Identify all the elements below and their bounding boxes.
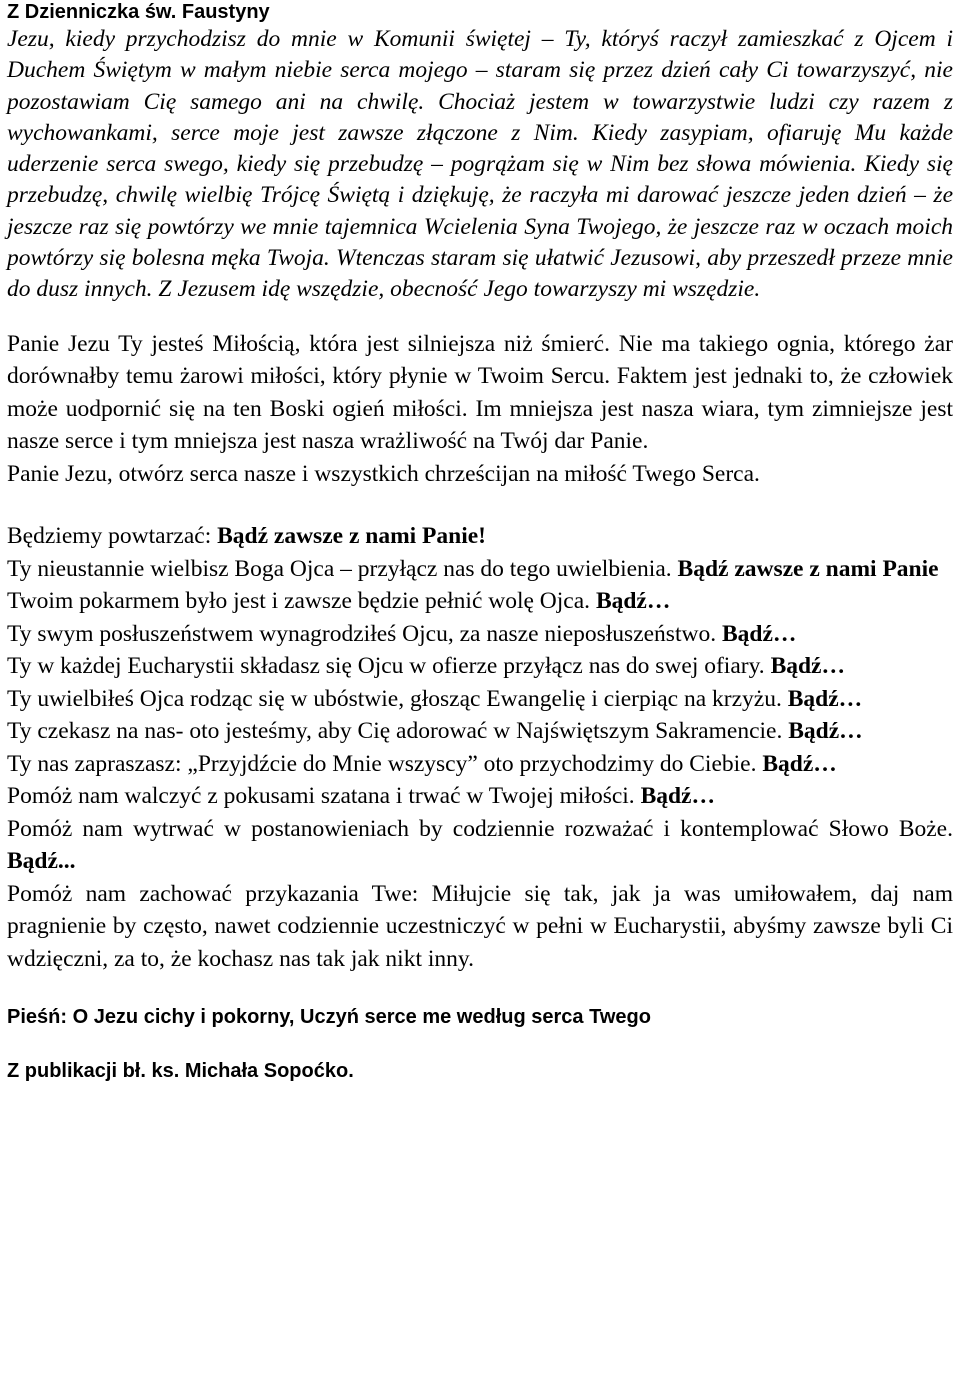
litany-item-text: Twoim pokarmem było jest i zawsze będzie pełnić wolę Ojca. — [7, 588, 596, 615]
spacer — [7, 975, 953, 1005]
litany-response: Bądź… — [770, 653, 845, 680]
litany-intro-text: Będziemy powtarzać: — [7, 523, 218, 550]
litany-response: Bądź… — [762, 750, 837, 777]
spacer — [7, 1029, 953, 1059]
litany-response: Bądź… — [788, 718, 863, 745]
litany-item-text: Pomóż nam wytrwać w postanowieniach by codziennie rozważać i kontemplować Słowo Boże. — [7, 815, 953, 842]
paragraph-love: Panie Jezu Ty jesteś Miłością, która jest silniejsza niż śmierć. Nie ma takiego ognia, którego żar dorównałby temu żarowi miłości, który płynie w Twoim Sercu. Faktem jest jednaki to, że człowiek może uodpornić się na ten Boski ogień miłości. Im mniejsza jest nasza wiara, tym zimniejsze jest nasze serce i tym mniejsza jest nasza wrażliwość na Twój dar Panie. — [7, 330, 953, 455]
litany-item — [7, 618, 953, 651]
litany-item — [7, 585, 953, 618]
spacer — [7, 490, 953, 520]
litany-item — [7, 813, 953, 878]
litany-item — [7, 683, 953, 716]
diary-quote: Jezu, kiedy przychodzisz do mnie w Komunii świętej – Ty, któryś raczył zamieszkać z Ojcem i Duchem Świętym w małym niebie serca mojego – staram się przez dzień cały Ci towarzyszyć, nie pozostawiam Cię samego ani na chwilę. Chociaż jestem w towarzystwie ludzi czy razem z wychowankami, serce moje jest zawsze złączone z Nim. Kiedy zasypiam, ofiaruję Mu każde uderzenie serca swego, kiedy się przebudzę – pogrążam się w Nim bez słowa mówienia. Kiedy się przebudzę, chwilę wielbię Trójcę Świętą i dziękuję, że raczyła mi darować jeszcze jeden dzień – że jeszcze raz się powtórzy we mnie tajemnica Wcielenia Syna Twojego, że jeszcze raz w oczach moich powtórzy się bolesna męka Twoja. Wtenczas staram się ułatwić Jezusowi, aby przeszedł przeze mnie do dusz innych. Z Jezusem idę wszędzie, obecność Jego towarzyszy mi wszędzie. — [7, 26, 953, 303]
litany-response: Bądź… — [787, 685, 863, 712]
litany-item — [7, 553, 953, 586]
source-title: Z Dzienniczka św. Faustyny — [7, 1, 270, 23]
litany-item — [7, 748, 953, 781]
litany-response: Bądź zawsze z nami Panie — [677, 555, 939, 582]
litany-item — [7, 780, 953, 813]
litany-item-text: Ty nas zapraszasz: „Przyjdźcie do Mnie wszyscy” oto przychodzimy do Ciebie. — [7, 750, 763, 777]
litany-response: Bądź… — [721, 620, 797, 647]
song-line: Pieśń: O Jezu cichy i pokorny, Uczyń serce me według serca Twego — [7, 1006, 651, 1029]
litany-item — [7, 650, 953, 683]
litany-item — [7, 715, 953, 748]
litany-item-text: Ty w każdej Eucharystii składasz się Ojcu w ofierze przyłącz nas do swej ofiary. — [7, 653, 771, 680]
litany-item-text: Ty czekasz na nas- oto jesteśmy, aby Cię adorować w Najświętszym Sakramencie. — [7, 718, 789, 745]
publication-line: Z publikacji bł. ks. Michała Sopoćko. — [7, 1060, 354, 1083]
litany-intro-response: Bądź zawsze z nami Panie! — [217, 523, 487, 550]
litany-item-text: Ty nieustannie wielbisz Boga Ojca – przyłącz nas do tego uwielbienia. — [7, 555, 678, 582]
litany-response: Bądź… — [640, 783, 715, 810]
litany-item-text: Ty swym posłuszeństwem wynagrodziłeś Ojcu, za nasze nieposłuszeństwo. — [7, 620, 722, 647]
spacer — [7, 306, 953, 328]
litany-intro — [7, 520, 953, 553]
litany-item-text: Ty uwielbiłeś Ojca rodząc się w ubóstwie, głosząc Ewangelię i cierpiąc na krzyżu. — [7, 685, 788, 712]
litany-response: Bądź… — [595, 588, 671, 615]
paragraph-open-hearts: Panie Jezu, otwórz serca nasze i wszystkich chrześcijan na miłość Twego Serca. — [7, 460, 760, 487]
litany-closing: Pomóż nam zachować przykazania Twe: Miłujcie się tak, jak ja was umiłowałem, daj nam pragnienie by często, nawet codziennie uczestniczyć w pełni w Eucharystii, abyśmy zawsze byli Ci wdzięczni, za to, że kochasz nas tak jak nikt inny. — [7, 880, 953, 972]
litany-response: Bądź... — [7, 848, 76, 875]
litany-item-text: Pomóż nam walczyć z pokusami szatana i trwać w Twojej miłości. — [7, 783, 641, 810]
